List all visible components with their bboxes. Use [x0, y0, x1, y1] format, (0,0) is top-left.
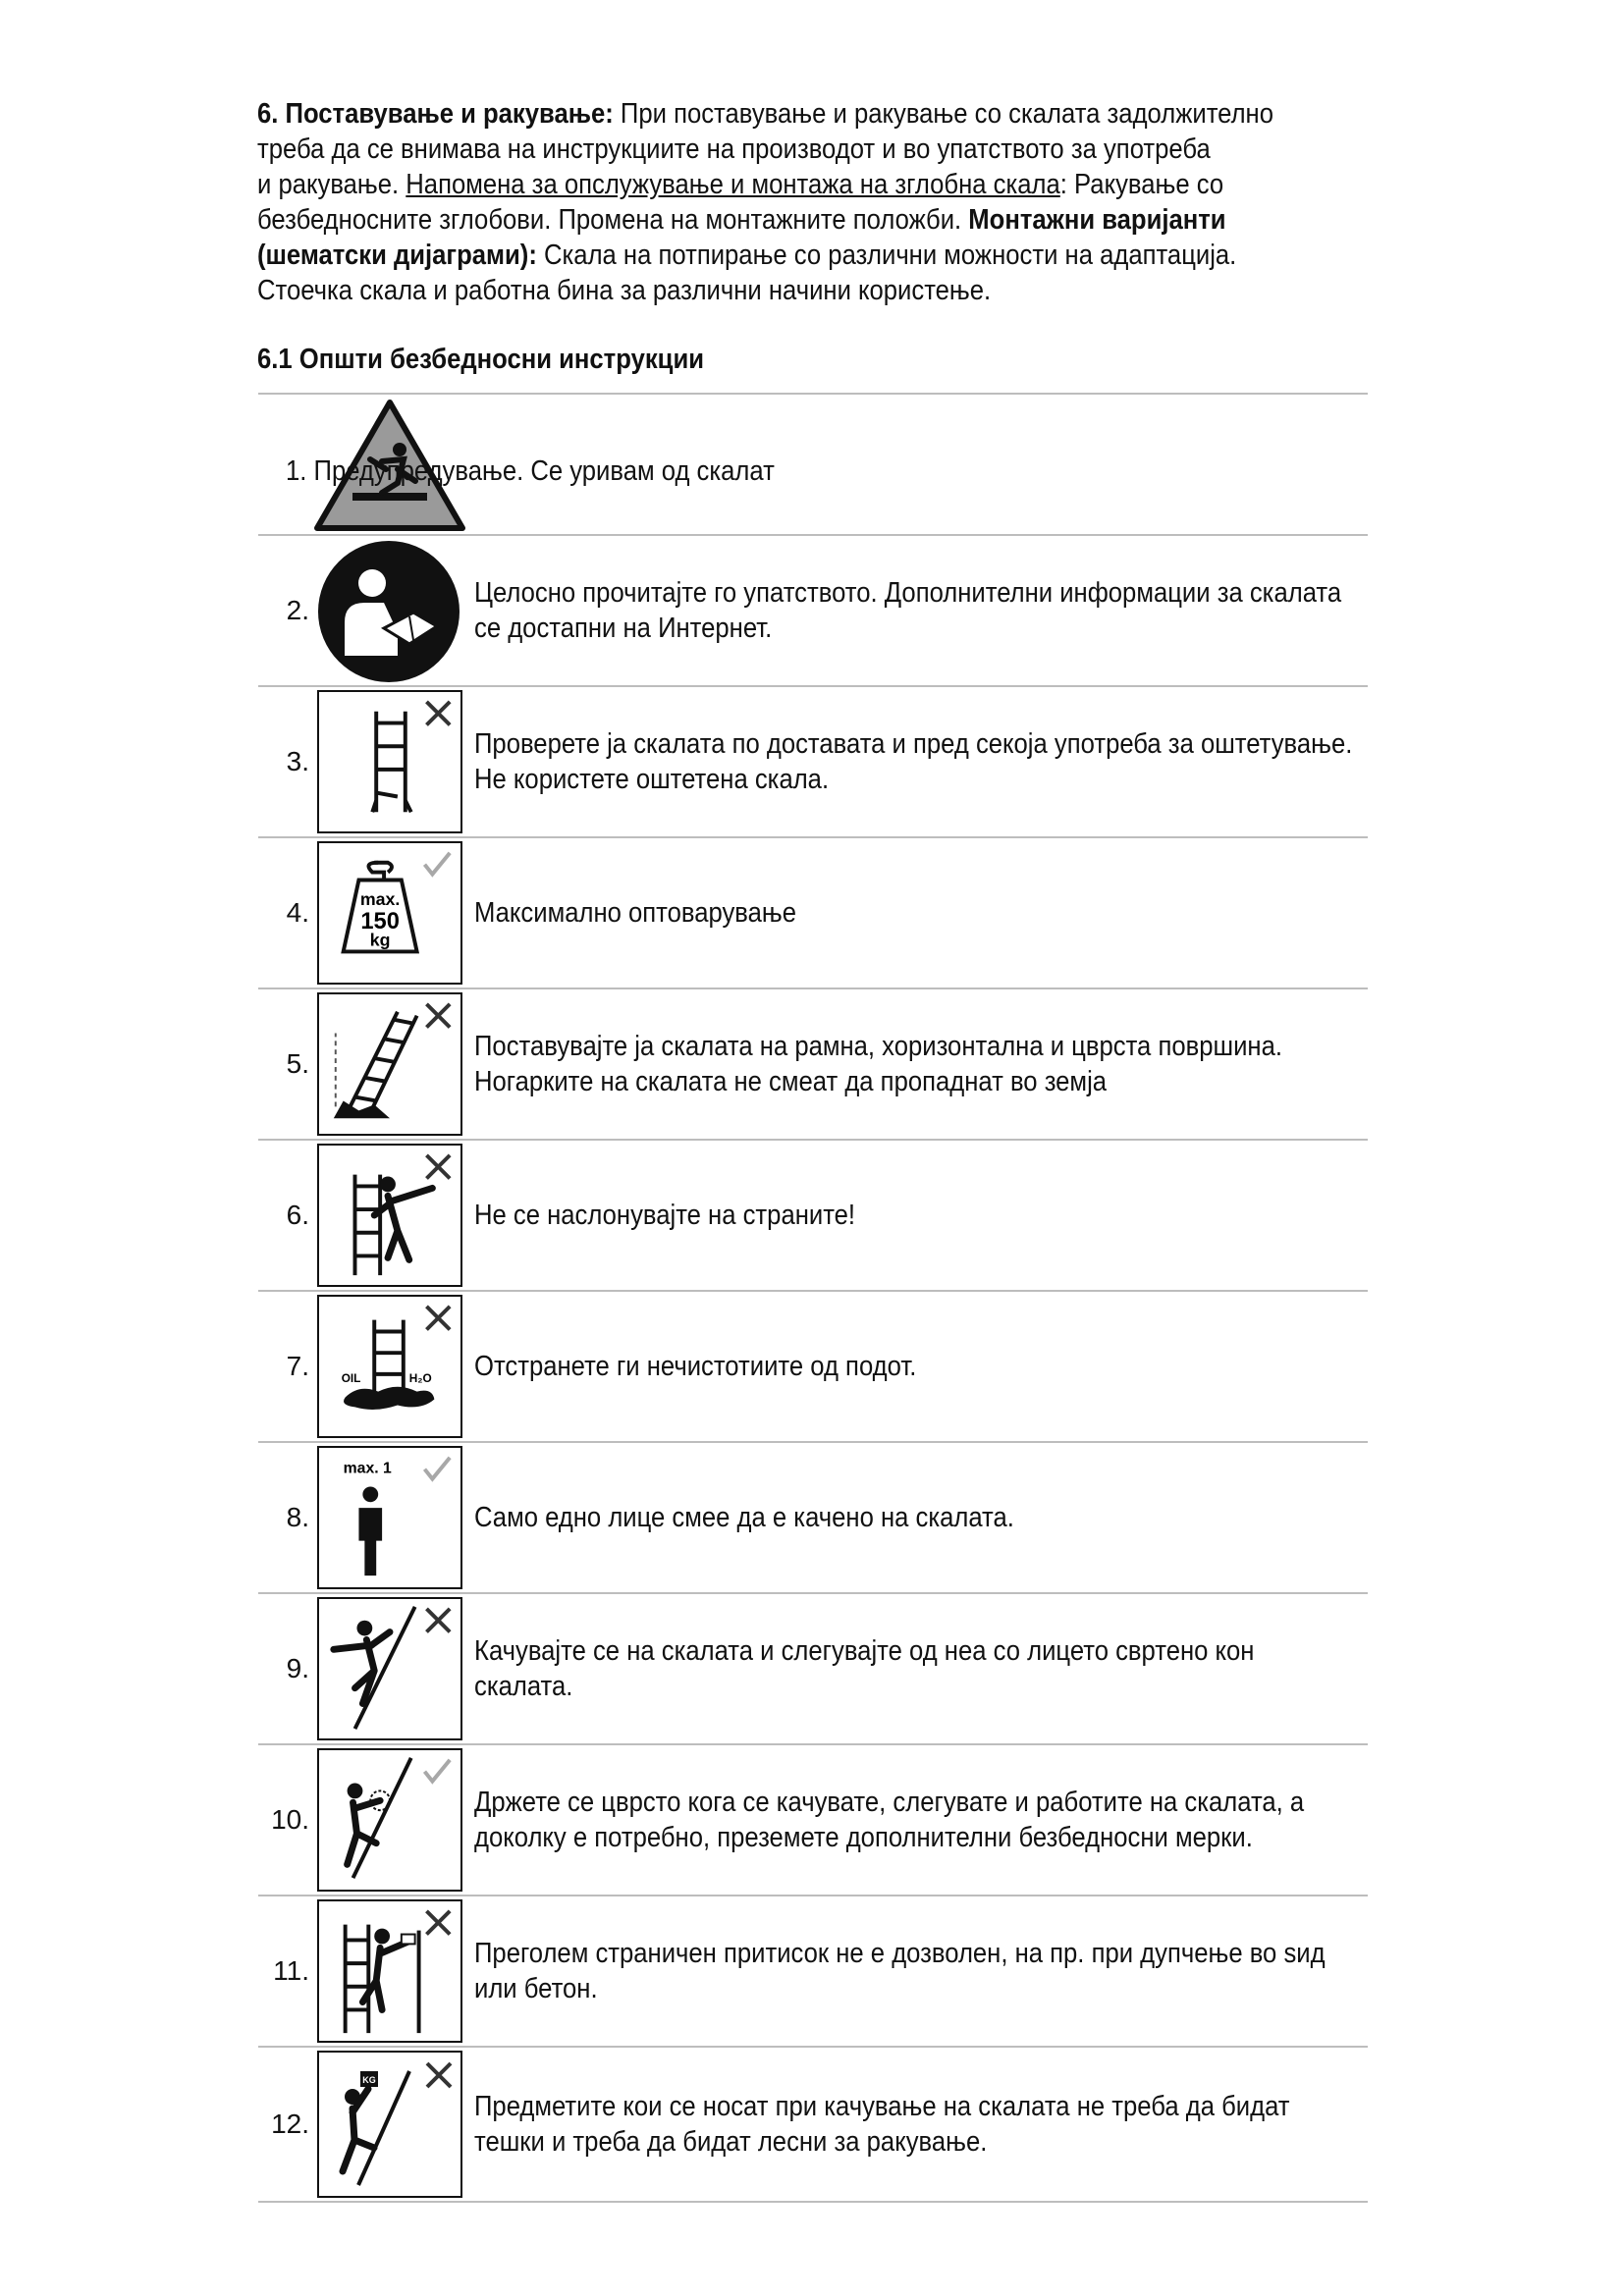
table-row: [258, 393, 1368, 534]
pictogram-frame: [317, 841, 462, 985]
ladder-sinking-icon: [319, 994, 460, 1134]
table-row: 10. Држете се цврсто кога се качувате, слегувате и работите на скалата, а доколку е потребно, преземете дополнителни безбедносни мерки.: [258, 1743, 1368, 1895]
assembly-note-link: Напомена за опслужување и монтажа на зглобна скала: [406, 169, 1060, 200]
table-row: 4. max. 150 kg Максимално оптоварување: [258, 836, 1368, 988]
dirty-floor-icon: [319, 1297, 460, 1436]
pictogram-frame: [317, 992, 462, 1136]
intro-paragraph: 6. Поставување и ракување: При поставување и ракување со скалата задолжително треба да се внимава на инструкциите на производот и во упатството за употреба и ракување. Напомена за опслужување и монтажа на зглобна скала: Ракување со безбедносните зглобови. Промена на монтажните положби. Монтажни варијанти (шематски дијаграми): Скала на потпирање со различни можности на адаптација. Стоечка скала и работна бина за различни начини користење.: [257, 98, 1273, 306]
cross-mark-icon: [427, 2063, 451, 2087]
cross-mark-icon: [426, 1004, 450, 1028]
hold-on-icon: [319, 1750, 460, 1890]
check-mark-icon: [425, 1458, 451, 1479]
svg-text:KG: KG: [362, 2075, 376, 2085]
cross-mark-icon: [426, 702, 450, 725]
table-row: 7. OIL H₂O Отстранете ги нечистотиите од подот.: [258, 1290, 1368, 1441]
svg-text:H₂O: H₂O: [408, 1370, 432, 1385]
cross-mark-icon: [426, 1911, 450, 1935]
table-row: 12. KG Предметите кои се носат при качување на скалата не треба да бидат тешки и треба да бидат лесни за ракување.: [258, 2046, 1368, 2203]
facing-away-icon: [319, 1599, 460, 1738]
check-mark-icon: [425, 1760, 451, 1782]
read-manual-icon: [315, 538, 462, 685]
pictogram-frame: [317, 1597, 462, 1740]
table-row: 5. Поставувајте ја скалата на рамна, хоризонтална и цврста површина. Ногарките на скалата не смеат да пропаднат во земја: [258, 988, 1368, 1139]
safety-instructions-table: [258, 393, 1368, 2203]
pictogram-frame: [317, 1144, 462, 1287]
table-row: 9. Качувајте се на скалата и слегувајте од неа со лицето свртено кон скалата.: [258, 1592, 1368, 1743]
svg-text:max. 1: max. 1: [343, 1460, 392, 1477]
pictogram-frame: [317, 1295, 462, 1438]
leaning-person-icon: [319, 1146, 460, 1285]
damaged-ladder-icon: [319, 692, 460, 831]
pictogram-frame: [317, 690, 462, 833]
intro-heading: 6. Поставување и ракување:: [257, 98, 614, 130]
table-row: 8. max. 1 Само едно лице смее да е качено на скалата.: [258, 1441, 1368, 1592]
table-row: 2. Целосно прочитајте го упатството. Дополнителни информации за скалата се достапни на Интернет.: [258, 534, 1368, 685]
svg-text:kg: kg: [369, 930, 391, 950]
row-text: 1. Предупредување. Се уривам од скалат: [286, 455, 775, 487]
section-title: 6.1 Општи безбедносни инструкции: [257, 344, 704, 375]
check-mark-icon: [425, 853, 451, 875]
table-row: 6. Не се наслонувајте на страните!: [258, 1139, 1368, 1290]
pictogram-frame: [317, 1446, 462, 1589]
pictogram-frame: [317, 1748, 462, 1892]
carry-load-icon: [319, 2053, 460, 2196]
cross-mark-icon: [426, 1609, 450, 1632]
pictogram-frame: [317, 1899, 462, 2043]
table-row: 11. Преголем страничен притисок не е дозволен, на пр. при дупчење во ѕид или бетон.: [258, 1895, 1368, 2046]
cross-mark-icon: [426, 1155, 450, 1179]
one-person-icon: [319, 1448, 460, 1587]
svg-text:max.: max.: [359, 889, 401, 910]
pictogram-frame: [317, 2051, 462, 2198]
table-row: 3. Проверете ја скалата по доставата и пред секоја употреба за оштетување. Не користете оштетена скала.: [258, 685, 1368, 836]
side-drilling-icon: [319, 1901, 460, 2041]
svg-text:150: 150: [360, 908, 400, 934]
svg-text:OIL: OIL: [341, 1370, 361, 1385]
cross-mark-icon: [426, 1307, 450, 1330]
max-load-icon: [319, 843, 460, 983]
